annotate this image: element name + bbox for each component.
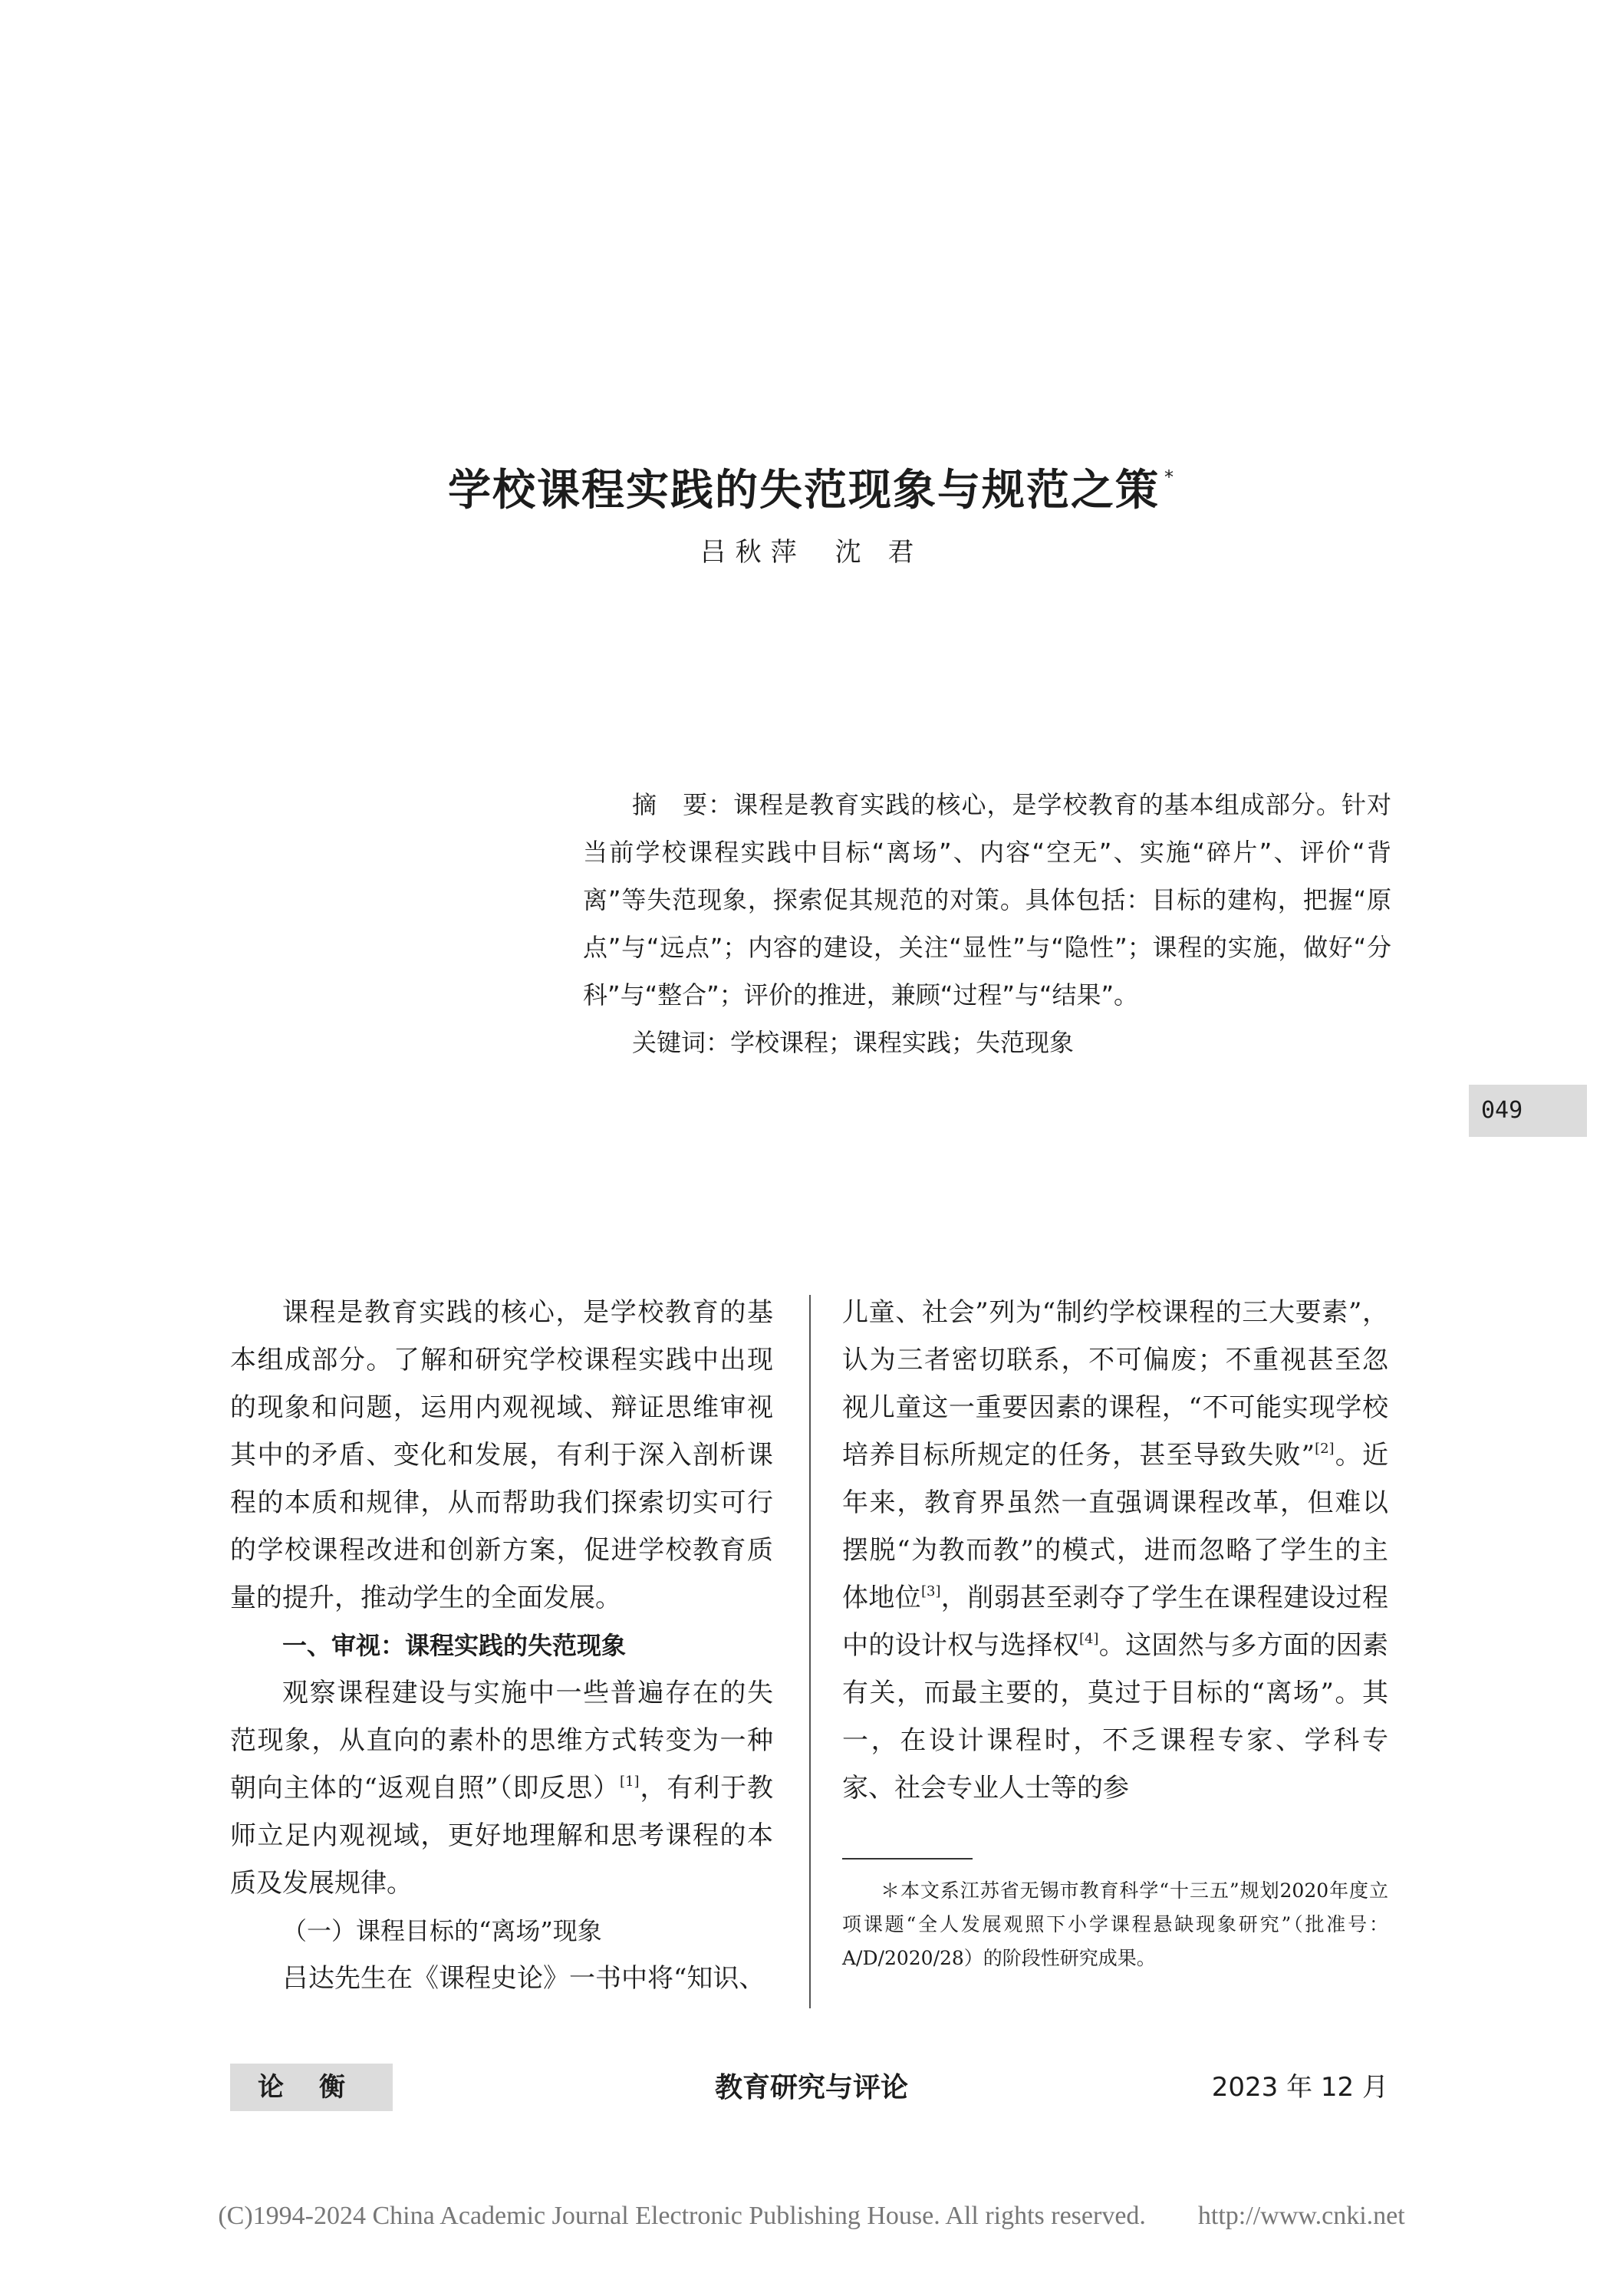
column-divider — [809, 1295, 811, 2008]
author-1: 吕秋萍 — [700, 537, 806, 568]
body-text: 观察课程建设与实施中一些普遍存在的失范现象，从直向的素朴的思维方式转变为一种朝向主体的“返观自照”（即反思） — [230, 1678, 773, 1804]
footnote-text: ＊本文系江苏省无锡市教育科学“十三五”规划2020年度立项课题“全人发展观照下小学课程悬缺现象研究”（批准号：A/D/2020/28）的阶段性研究成果。 — [842, 1879, 1388, 1969]
keywords-label: 关键词： — [632, 1028, 731, 1057]
article-title — [0, 446, 1623, 522]
abstract-block — [583, 781, 1391, 1066]
citation-ref: [4] — [1078, 1631, 1099, 1647]
page-number-tab: 049 — [1469, 1085, 1587, 1137]
body-text: 儿童、社会”列为“制约学校课程的三大要素”，认为三者密切联系，不可偏废；不重视甚至忽视儿童这一重要因素的课程，“不可能实现学校培养目标所规定的任务，甚至导致失败” — [842, 1297, 1388, 1471]
footnote — [842, 1874, 1388, 1975]
body-column-right — [842, 1289, 1388, 1812]
citation-ref: [1] — [620, 1774, 640, 1790]
body-text: ，削弱甚至剥夺了学生在课程建设过程中的设计权与选择权 — [842, 1583, 1389, 1661]
footnote-rule — [842, 1858, 973, 1860]
citation-ref: [3] — [920, 1583, 941, 1599]
section-heading: 一、审视：课程实践的失范现象 — [282, 1631, 627, 1660]
body-paragraph: 课程是教育实践的核心，是学校教育的基本组成部分。了解和研究学校课程实践中出现的现象和问题，运用内观视域、辩证思维审视其中的矛盾、变化和发展，有利于深入剖析课程的本质和规律，从而帮助我们探索切实可行的学校课程改进和创新方案，促进学校教育质量的提升，推动学生的全面发展。 — [230, 1297, 773, 1613]
body-text: 。这固然与多方面的因素有关，而最主要的，莫过于目标的“离场”。其一，在设计课程时，不乏课程专家、学科专家、社会专业人士等的参 — [842, 1630, 1389, 1804]
keywords-paragraph — [583, 1019, 1391, 1066]
title-text: 学校课程实践的失范现象与规范之策 — [448, 466, 1160, 516]
body-text: 。近年来，教育界虽然一直强调课程改革，但难以摆脱“为教而教”的模式，进而忽略了学生的主体地位 — [842, 1440, 1388, 1613]
keywords-text: 学校课程；课程实践；失范现象 — [730, 1028, 1075, 1057]
body-paragraph — [230, 1669, 773, 1907]
author-line — [0, 529, 1623, 575]
issue-date: 2023 年 12 月 — [1211, 2072, 1388, 2103]
copyright-notice: (C)1994-2024 China Academic Journal Electronic Publishing House. All rights reserved. http://www.cnki.net — [218, 2202, 1405, 2230]
body-text: ，有利于教师立足内观视域，更好地理解和思考课程的本质及发展规律。 — [230, 1773, 774, 1899]
abstract-paragraph — [583, 781, 1391, 1019]
section-tag: 论衡 — [230, 2064, 393, 2111]
body-paragraph: 吕达先生在《课程史论》一书中将“知识、 — [282, 1963, 765, 1994]
subsection-heading: （一）课程目标的“离场”现象 — [282, 1916, 602, 1945]
body-column-left — [230, 1289, 773, 2002]
abstract-text: 课程是教育实践的核心，是学校教育的基本组成部分。针对当前学校课程实践中目标“离场”、内容“空无”、实施“碎片”、评价“背离”等失范现象，探索促其规范的对策。具体包括：目标的建构，把握“原点”与“远点”；内容的建设，关注“显性”与“隐性”；课程的实施，做好“分科”与“整合”；评价的推进，兼顾“过程”与“结果”。 — [583, 790, 1391, 1010]
abstract-label: 摘 要： — [632, 790, 734, 819]
title-footnote-mark: * — [1164, 466, 1175, 488]
author-2: 沈 君 — [835, 537, 923, 568]
body-paragraph — [842, 1289, 1388, 1812]
journal-name: 教育研究与评论 — [714, 2071, 908, 2103]
citation-ref: [2] — [1315, 1441, 1335, 1457]
